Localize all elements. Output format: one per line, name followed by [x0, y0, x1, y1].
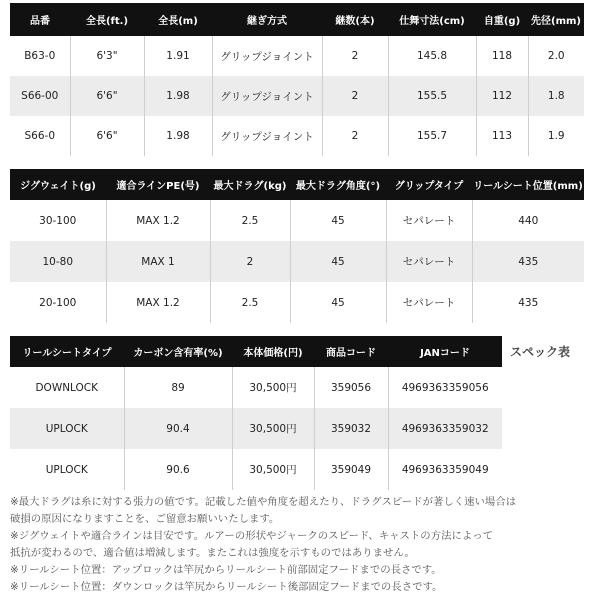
table-cell: 440 — [472, 200, 584, 241]
spec-caption: スペック表 — [510, 345, 571, 359]
table-cell: UPLOCK — [10, 408, 124, 449]
table-row — [10, 408, 502, 449]
table-row — [10, 76, 584, 116]
table-cell: MAX 1.2 — [106, 200, 210, 241]
header-cell: 先径(mm) — [528, 3, 584, 36]
header-cell: 全長(ft.) — [70, 3, 144, 36]
table-cell: セパレート — [386, 241, 472, 282]
table-cell: 118 — [476, 36, 528, 76]
table-cell: 359032 — [314, 408, 388, 449]
table-cell: 2 — [210, 241, 290, 282]
header-cell: 継数(本) — [322, 3, 388, 36]
header-cell: リールシートタイプ — [10, 336, 124, 367]
table-cell: 6'6" — [70, 116, 144, 156]
table-cell: MAX 1.2 — [106, 282, 210, 323]
table-cell: 2.5 — [210, 282, 290, 323]
table-cell: 20-100 — [10, 282, 106, 323]
header-cell: 仕舞寸法(cm) — [388, 3, 476, 36]
header-cell: カーボン含有率(%) — [124, 336, 232, 367]
header-cell: 最大ドラグ角度(°) — [290, 169, 386, 200]
table-cell: 30-100 — [10, 200, 106, 241]
table-cell: 30,500円 — [232, 449, 314, 490]
table-cell: グリップジョイント — [212, 116, 322, 156]
table-cell: 1.98 — [144, 76, 212, 116]
table-cell: 45 — [290, 282, 386, 323]
table-cell: 45 — [290, 200, 386, 241]
table-row — [10, 282, 584, 323]
table-cell: 1.9 — [528, 116, 584, 156]
table-row — [10, 367, 502, 408]
footnote-line: ※ジグウェイトや適合ラインは目安です。ルアーの形状やジャークのスピード、キャストの方法によって — [10, 530, 494, 542]
header-cell: 最大ドラグ(kg) — [210, 169, 290, 200]
table-cell: 30,500円 — [232, 408, 314, 449]
footnote-line: ※リールシート位置：ダウンロックは竿尻からリールシート後部固定フードまでの長さです。 — [10, 581, 443, 593]
table-cell: 90.4 — [124, 408, 232, 449]
spec-table-3 — [10, 336, 502, 490]
table-cell: B63-0 — [10, 36, 70, 76]
table-cell: 113 — [476, 116, 528, 156]
table-cell: 145.8 — [388, 36, 476, 76]
table-row — [10, 200, 584, 241]
table-cell: グリップジョイント — [212, 76, 322, 116]
header-cell: JANコード — [388, 336, 502, 367]
table-cell: UPLOCK — [10, 449, 124, 490]
footnote-line: ※最大ドラグは糸に対する張力の値です。記載した値や角度を超えたり、ドラグスピードが著しく速い場合は — [10, 496, 517, 508]
table-cell: 6'3" — [70, 36, 144, 76]
table-cell: DOWNLOCK — [10, 367, 124, 408]
table-header-row — [10, 3, 584, 36]
table-cell: 435 — [472, 241, 584, 282]
header-cell: 品番 — [10, 3, 70, 36]
table-cell: 89 — [124, 367, 232, 408]
table-cell: S66-0 — [10, 116, 70, 156]
footnotes — [10, 494, 590, 596]
table-cell: 2.5 — [210, 200, 290, 241]
table-cell: 45 — [290, 241, 386, 282]
header-cell: 継ぎ方式 — [212, 3, 322, 36]
header-cell: グリップタイプ — [386, 169, 472, 200]
header-cell: リールシート位置(mm) — [472, 169, 584, 200]
header-cell: 自重(g) — [476, 3, 528, 36]
table-cell: 1.91 — [144, 36, 212, 76]
table-row — [10, 116, 584, 156]
table-cell: セパレート — [386, 200, 472, 241]
footnote-line: 抵抗が変わるので、適合値は増減します。またこれは強度を示すものではありません。 — [10, 547, 415, 559]
table-cell: 2 — [322, 76, 388, 116]
spec-table-2 — [10, 169, 584, 323]
header-cell: 適合ラインPE(号) — [106, 169, 210, 200]
footnote-line: 破損の原因になりますことを、ご留意お願いいたします。 — [10, 513, 280, 525]
header-cell: 本体価格(円) — [232, 336, 314, 367]
table-cell: 30,500円 — [232, 367, 314, 408]
table-cell: 6'6" — [70, 76, 144, 116]
table-cell: 155.7 — [388, 116, 476, 156]
table-cell: 1.98 — [144, 116, 212, 156]
table-cell: 359049 — [314, 449, 388, 490]
table-cell: 10-80 — [10, 241, 106, 282]
table-cell: 2 — [322, 116, 388, 156]
table-cell: S66-00 — [10, 76, 70, 116]
table-cell: 155.5 — [388, 76, 476, 116]
table-row — [10, 449, 502, 490]
table-cell: MAX 1 — [106, 241, 210, 282]
footnote-line: ※リールシート位置：アップロックは竿尻からリールシート前部固定フードまでの長さです。 — [10, 564, 442, 576]
table-cell: 2.0 — [528, 36, 584, 76]
header-cell: 商品コード — [314, 336, 388, 367]
spec-table-1 — [10, 3, 584, 156]
table-cell: 4969363359056 — [388, 367, 502, 408]
table-cell: グリップジョイント — [212, 36, 322, 76]
table-cell: 359056 — [314, 367, 388, 408]
table-row — [10, 36, 584, 76]
table-header-row — [10, 169, 584, 200]
table-cell: 4969363359032 — [388, 408, 502, 449]
table-cell: 435 — [472, 282, 584, 323]
table-cell: 2 — [322, 36, 388, 76]
table-cell: 1.8 — [528, 76, 584, 116]
header-cell: ジグウェイト(g) — [10, 169, 106, 200]
table-cell: 112 — [476, 76, 528, 116]
table-cell: 90.6 — [124, 449, 232, 490]
header-cell: 全長(m) — [144, 3, 212, 36]
table-header-row — [10, 336, 502, 367]
table-cell: セパレート — [386, 282, 472, 323]
table-row — [10, 241, 584, 282]
table-cell: 4969363359049 — [388, 449, 502, 490]
